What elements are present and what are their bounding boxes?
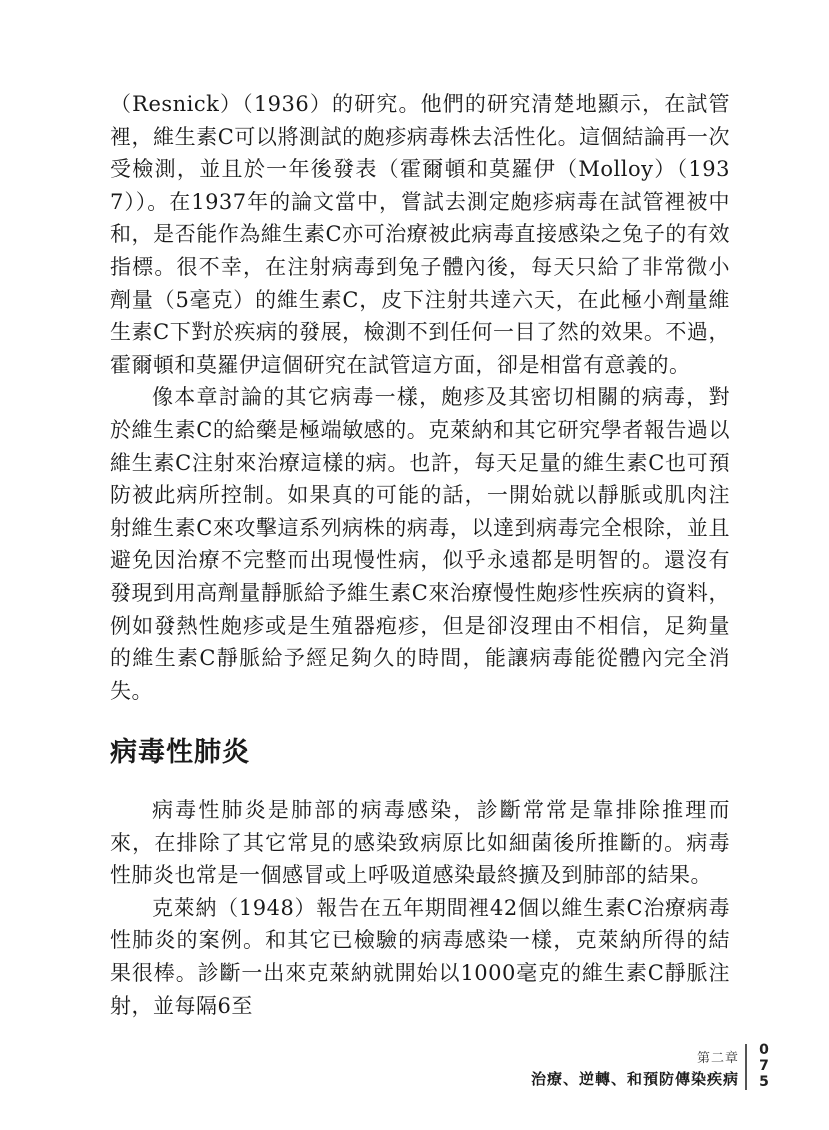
page-number [755,1042,773,1090]
chapter-label: 第二章 [696,1051,739,1066]
chapter-title: 治療、逆轉、和預防傳染疾病 [530,1070,739,1088]
paragraph: 像本章討論的其它病毒一樣，皰疹及其密切相關的病毒，對於維生素C的給藥是極端敏感的。克萊納和其它研究學者報告過以維生素C注射來治療這樣的病。也許，每天足量的維生素C也可預防被此病所控制。如果真的可能的話，一開始就以靜脈或肌肉注射維生素C來攻擊這系列病株的病毒，以達到病毒完全根除，並且避免因治療不完整而出現慢性病，似乎永遠都是明智的。還沒有發現到用高劑量靜脈給予維生素C來治療慢性皰疹性疾病的資料，例如發熱性皰疹或是生殖器疱疹，但是卻沒理由不相信，足夠量的維生素C靜脈給予經足夠久的時間，能讓病毒能從體內完全消失。 [110,385,730,703]
page-digit: 7 [759,1058,769,1074]
page-digit: 0 [759,1042,769,1058]
paragraph: （Resnick）（1936）的研究。他們的研究清楚地顯示，在試管裡，維生素C可以將測試的皰疹病毒株去活性化。這個結論再一次受檢測，並且於一年後發表（霍爾頓和莫羅伊（Molloy）（1937））。在1937年的論文當中，嘗試去測定皰疹病毒在試管裡被中和，是否能作為維生素C亦可治療被此病毒直接感染之兔子的有效指標。很不幸，在注射病毒到兔子體內後，每天只給了非常微小劑量（5毫克）的維生素C，皮下注射共達六天，在此極小劑量維生素C下對於疾病的發展，檢測不到任何一目了然的效果。不過，霍爾頓和莫羅伊這個研究在試管這方面，卻是相當有意義的。 [110,92,730,377]
section-heading: 病毒性肺炎 [110,737,250,768]
page-digit: 5 [759,1074,769,1090]
section-two-body [110,794,730,1022]
footer-divider [745,1044,747,1090]
paragraph: 克萊納（1948）報告在五年期間裡42個以維生素C治療病毒性肺炎的案例。和其它已檢驗的病毒感染一樣，克萊納所得的結果很棒。診斷一出來克萊納就開始以1000毫克的維生素C靜脈注射，並每隔6至 [110,895,730,1018]
paragraph: 病毒性肺炎是肺部的病毒感染，診斷常常是靠排除推理而來，在排除了其它常見的感染致病原比如細菌後所推斷的。病毒性肺炎也常是一個感冒或上呼吸道感染最終擴及到肺部的結果。 [110,798,730,888]
section-one-body [110,88,730,707]
running-footer [531,1050,739,1090]
